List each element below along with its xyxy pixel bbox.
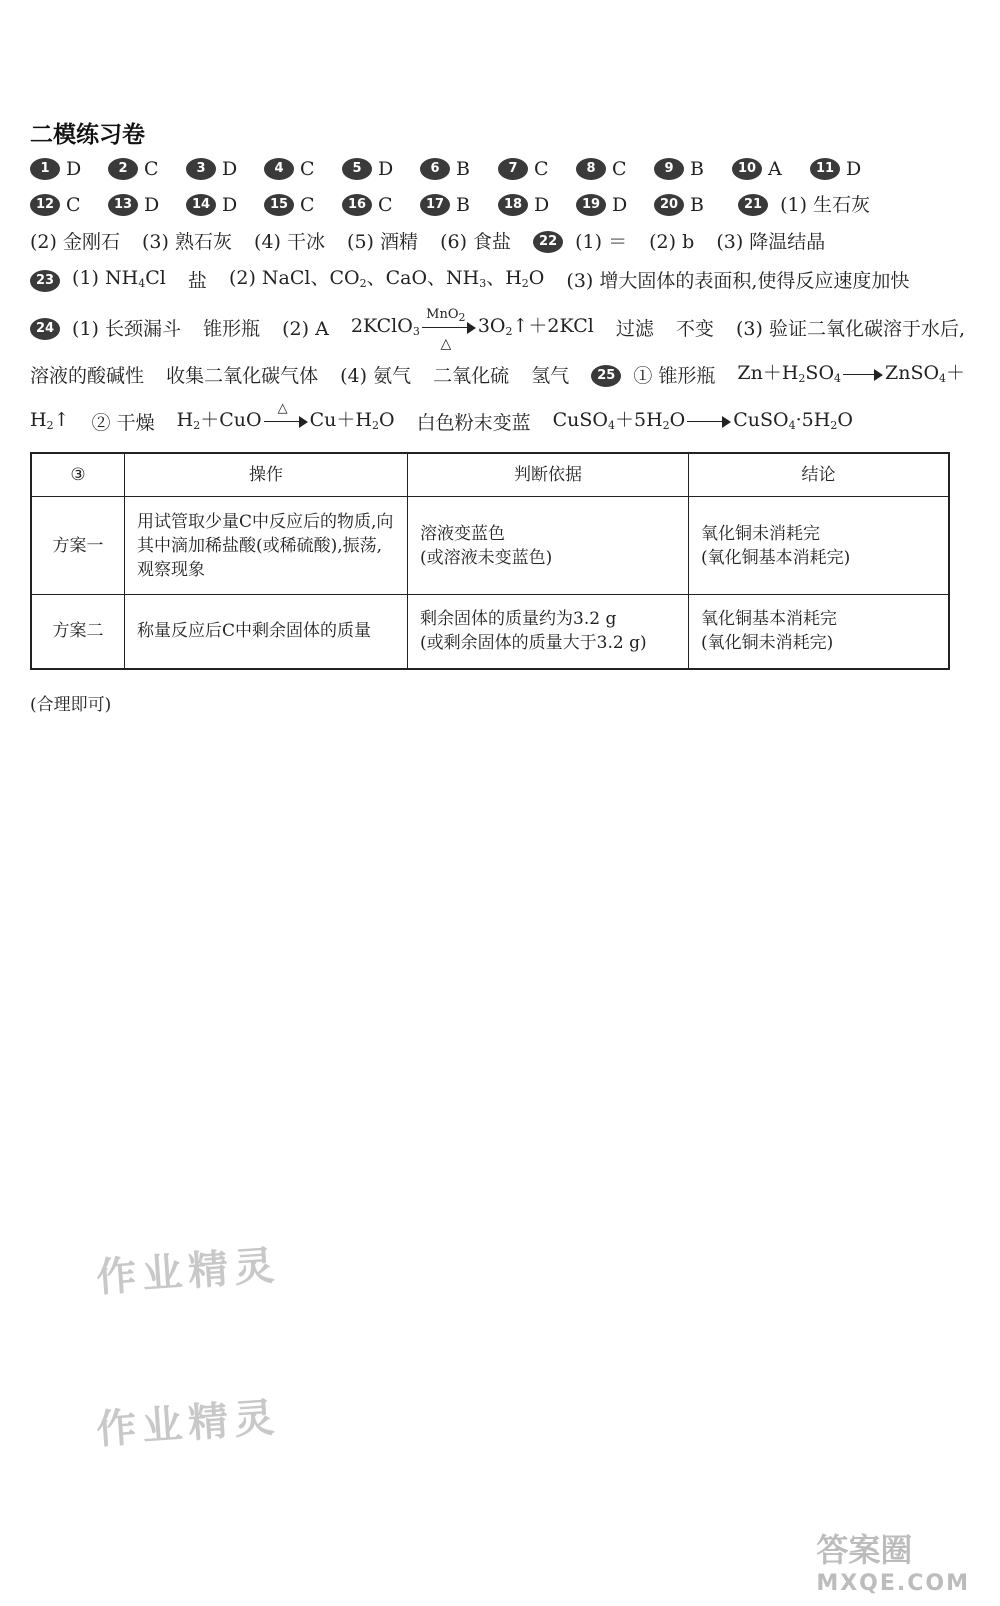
- answer-row-3: [30, 227, 825, 256]
- answer-letter: C: [66, 194, 81, 216]
- answer-letter: C: [378, 194, 393, 216]
- answer-letter: B: [690, 194, 704, 216]
- operation-cell: 称量反应后C中剩余固体的质量: [125, 595, 408, 669]
- question-number-badge: 1: [30, 158, 60, 180]
- answer-text: 白色粉末变蓝: [416, 412, 531, 434]
- answer-text: 溶液的酸碱性: [30, 365, 145, 387]
- basis-cell: 剩余固体的质量约为3.2 g (或剩余固体的质量大于3.2 g): [408, 595, 689, 669]
- question-number-badge: 10: [732, 158, 762, 180]
- reaction-arrow: [687, 414, 731, 428]
- reaction-arrow: MnO$_2$ △: [422, 320, 476, 334]
- answer-text: (2) A: [282, 318, 329, 340]
- operation-cell: 用试管取少量C中反应后的物质,向其中滴加稀盐酸(或稀硫酸),振荡,观察现象: [125, 497, 408, 595]
- question-number-badge: 5: [342, 158, 372, 180]
- answer-text: ① 锥形瓶: [633, 365, 716, 387]
- chemical-equation: $H_2↑$: [30, 409, 70, 432]
- answer-letter: B: [456, 194, 470, 216]
- chemical-equation: 2KClO$_3$ MnO$_2$ △ $3O_2↑+2KCl$: [350, 307, 594, 352]
- table-header-row: [31, 453, 949, 497]
- question-number-badge: 18: [498, 194, 528, 216]
- table-row: [31, 497, 949, 595]
- answer-text: 不变: [675, 318, 714, 340]
- question-number-badge: 14: [186, 194, 216, 216]
- chemical-equation: $H_2+CuO$ △ $Cu+H_2O$: [176, 401, 395, 432]
- answer-text: (1) 生石灰: [780, 194, 871, 216]
- question-number-badge: 6: [420, 158, 450, 180]
- question-number-badge: 9: [654, 158, 684, 180]
- question-number-badge: 15: [264, 194, 294, 216]
- answer-text: (4) 干冰: [254, 231, 325, 253]
- question-number-badge: 25: [591, 365, 621, 387]
- answer-letter: D: [222, 194, 238, 216]
- mc-row-2: [30, 190, 870, 219]
- answer-text: 二氧化硫: [433, 365, 510, 387]
- answer-letter: C: [144, 158, 159, 180]
- answer-letter: C: [612, 158, 627, 180]
- answer-table: [30, 452, 950, 670]
- question-number-badge: 20: [654, 194, 684, 216]
- answer-text: (1) ＝: [575, 231, 628, 253]
- answer-letter: D: [378, 158, 394, 180]
- answer-letter: B: [690, 158, 704, 180]
- answer-text: (3) 验证二氧化碳溶于水后,: [735, 318, 965, 340]
- question-number-badge: 7: [498, 158, 528, 180]
- answer-letter: D: [846, 158, 862, 180]
- question-number-badge: 24: [30, 318, 60, 340]
- answer-text: (2) b: [649, 231, 695, 253]
- answer-row-5: [30, 307, 965, 352]
- table-header: 操作: [125, 453, 408, 497]
- question-number-badge: 16: [342, 194, 372, 216]
- table-header: 结论: [689, 453, 950, 497]
- answer-letter: D: [612, 194, 628, 216]
- question-number-badge: 23: [30, 270, 60, 292]
- answer-row-7: [30, 401, 853, 440]
- answer-text: 氢气: [531, 365, 570, 387]
- chemical-equation: $CuSO_4+5H_2O$ $CuSO_4\cdot 5H_2O$: [552, 409, 853, 432]
- answer-text: 锥形瓶: [203, 318, 261, 340]
- answer-letter: C: [300, 158, 315, 180]
- site-logo: [816, 1525, 970, 1596]
- question-number-badge: 11: [810, 158, 840, 180]
- question-number-badge: 2: [108, 158, 138, 180]
- conclusion-cell: 氧化铜未消耗完 (氧化铜基本消耗完): [689, 497, 950, 595]
- answer-letter: B: [456, 158, 470, 180]
- question-number-badge: 4: [264, 158, 294, 180]
- chemical-equation: $Zn+H_2SO_4$ ZnSO$_4$＋: [737, 362, 966, 385]
- answer-letter: D: [144, 194, 160, 216]
- watermark: 作业精灵: [94, 1242, 282, 1302]
- plan-cell: 方案二: [31, 595, 125, 669]
- reaction-arrow: [843, 367, 883, 381]
- question-number-badge: 3: [186, 158, 216, 180]
- answer-letter: C: [300, 194, 315, 216]
- question-number-badge: 19: [576, 194, 606, 216]
- table-row: [31, 595, 949, 669]
- answer-text: (5) 酒精: [347, 231, 419, 253]
- answer-text: (3) 增大固体的表面积,使得反应速度加快: [566, 270, 910, 292]
- answer-text: 过滤: [615, 318, 654, 340]
- mc-row-1: [30, 154, 888, 183]
- answer-row-6: [30, 359, 965, 393]
- answer-text: 收集二氧化碳气体: [166, 365, 319, 387]
- answer-text: (2) NaCl、$CO_2$、CaO、$NH_3$、$H_2O$: [228, 267, 545, 290]
- note-text: (合理即可): [30, 695, 112, 715]
- question-number-badge: 17: [420, 194, 450, 216]
- answer-text: ② 干燥: [91, 412, 155, 434]
- reaction-arrow: △: [264, 414, 308, 428]
- question-number-badge: 12: [30, 194, 60, 216]
- table-header: 判断依据: [408, 453, 689, 497]
- basis-cell: 溶液变蓝色 (或溶液未变蓝色): [408, 497, 689, 595]
- answer-row-4: [30, 264, 909, 298]
- logo-site: MXQE.COM: [816, 1571, 970, 1596]
- answer-text: (2) 金刚石: [30, 231, 120, 253]
- answer-letter: A: [768, 158, 782, 180]
- conclusion-cell: 氧化铜基本消耗完 (氧化铜未消耗完): [689, 595, 950, 669]
- answer-text: (3) 熟石灰: [142, 231, 232, 253]
- answer-letter: D: [222, 158, 238, 180]
- page-title: 二模练习卷: [30, 122, 145, 148]
- answer-letter: D: [534, 194, 550, 216]
- answer-text: 盐: [187, 270, 207, 292]
- question-number-badge: 8: [576, 158, 606, 180]
- answer-text: (1) $NH_4Cl$: [72, 267, 166, 290]
- table-header: ③: [31, 453, 125, 497]
- answer-text: (4) 氨气: [340, 365, 412, 387]
- answer-text: (6) 食盐: [440, 231, 512, 253]
- question-number-badge: 21: [738, 194, 768, 216]
- logo-text: 答案圈: [816, 1531, 913, 1569]
- watermark: 作业精灵: [94, 1394, 282, 1454]
- answer-letter: D: [66, 158, 82, 180]
- answer-text: (3) 降温结晶: [716, 231, 826, 253]
- answer-text: (1) 长颈漏斗: [72, 318, 182, 340]
- question-number-badge: 22: [533, 231, 563, 253]
- question-number-badge: 13: [108, 194, 138, 216]
- plan-cell: 方案一: [31, 497, 125, 595]
- answer-letter: C: [534, 158, 549, 180]
